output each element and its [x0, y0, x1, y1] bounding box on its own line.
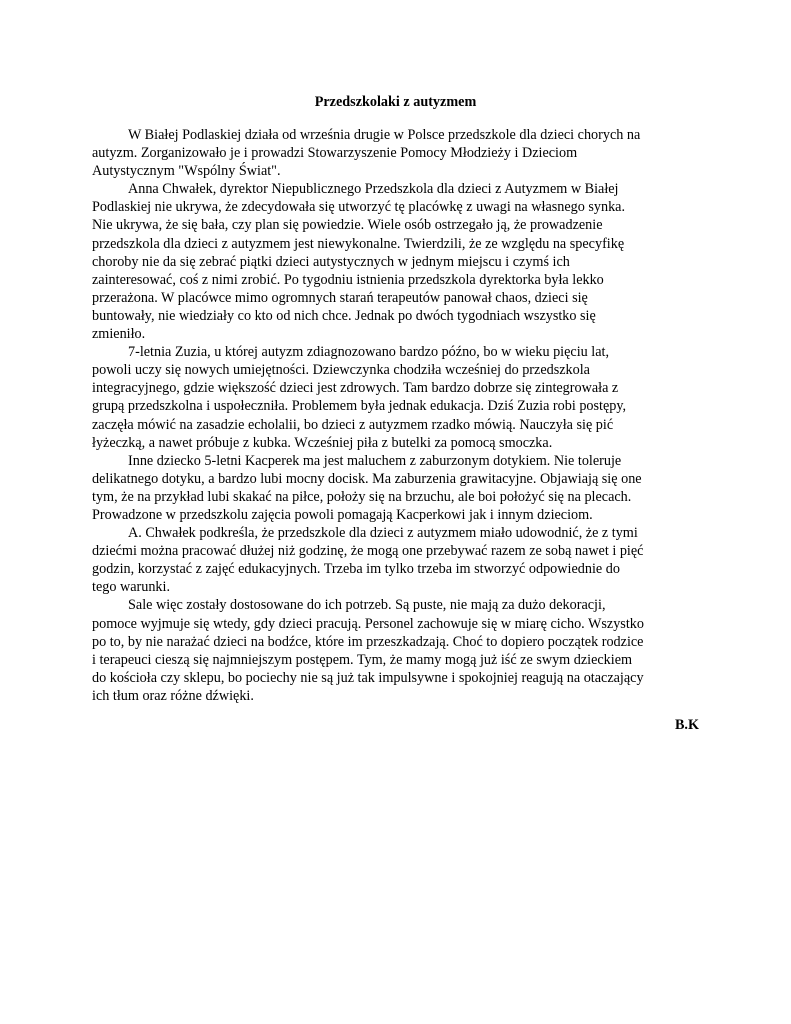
text-line: W Białej Podlaskiej działa od września drugie w Polsce przedszkole dla dzieci chorych na: [128, 127, 641, 143]
text-line: Podlaskiej nie ukrywa, że zdecydowała się utworzyć tę placówkę z uwagi na własnego synka.: [92, 199, 626, 216]
text-line: przerażona. W placówce mimo ogromnych starań terapeutów panował chaos, dzieci się: [92, 289, 588, 306]
text-line: pomoce wyjmuje się wtedy, gdy dzieci pracują. Personel zachowuje się w miarę cicho. Wszystko: [92, 615, 644, 632]
text-line: A. Chwałek podkreśla, że przedszkole dla dzieci z autyzmem miało udowodnić, że z tymi: [128, 525, 638, 542]
text-line: 7-letnia Zuzia, u której autyzm zdiagnozowano bardzo późno, bo w wieku pięciu lat,: [128, 344, 610, 361]
text-line: choroby nie da się zebrać piątki dzieci autystycznych w jednym miejscu i czymś ich: [92, 253, 570, 270]
text-line: powoli uczy się nowych umiejętności. Dziewczynka chodziła wcześniej do przedszkola: [92, 362, 590, 379]
author-signature: B.K: [674, 717, 699, 733]
document-title: Przedszkolaki z autyzmem: [314, 94, 477, 110]
text-line: delikatnego dotyku, a bardzo lubi mocny docisk. Ma zaburzenia grawitacyjne. Objawiają się one: [92, 470, 642, 487]
text-line: Nie ukrywa, że się bała, czy plan się powiedzie. Wiele osób ostrzegało ją, że prowadzenie: [92, 217, 603, 234]
article-body: [92, 126, 712, 705]
text-line: zaczęła mówić na zasadzie echolalii, bo dzieci z autyzmem rzadko mówią. Nauczyła się pić: [92, 416, 614, 433]
text-line: godzin, korzystać z zajęć edukacyjnych. Trzeba im tylko trzeba im stworzyć odpowiednie do: [92, 561, 620, 578]
text-line: łyżeczką, a nawet próbuje z kubka. Wcześniej piła z butelki za pomocą smoczka.: [92, 434, 553, 451]
text-line: autyzm. Zorganizowało je i prowadzi Stowarzyszenie Pomocy Młodzieży i Dzieciom: [92, 145, 578, 162]
text-line: grupą przedszkolna i uspołeczniła. Problemem była jednak edukacja. Dziś Zuzia robi postępy,: [92, 398, 627, 415]
text-line: tym, że na przykład lubi skakać na piłce, położy się na brzuchu, ale boi położyć się na plecach.: [92, 488, 632, 505]
text-line: ich tłum oraz różne dźwięki.: [92, 687, 254, 704]
text-line: tego warunki.: [92, 579, 171, 596]
text-line: zainteresować, coś z nimi zrobić. Po tygodniu istnienia przedszkola dyrektorka była lekko: [92, 271, 604, 288]
text-line: Sale więc zostały dostosowane do ich potrzeb. Są puste, nie mają za dużo dekoracji,: [128, 597, 606, 614]
text-line: dziećmi można pracować dłużej niż godzinę, że mogą one przebywać razem ze sobą nawet i pięć: [92, 543, 644, 560]
text-line: buntowały, nie wiedziały co kto od nich chce. Jednak po dwóch tygodniach wszystko się: [92, 307, 596, 324]
text-line: zmieniło.: [92, 326, 146, 343]
text-line: po to, by nie narażać dzieci na bodźce, które im przeszkadzają. Choć to dopiero początek rodzice: [92, 633, 644, 650]
text-line: integracyjnego, gdzie większość dzieci jest zdrowych. Tam bardzo dobrze się zintegrowała z: [92, 380, 619, 397]
text-line: Prowadzone w przedszkolu zajęcia powoli pomagają Kacperkowi jak i innym dzieciom.: [92, 506, 593, 523]
text-line: do kościoła czy sklepu, bo pociechy nie są już tak impulsywne i spokojniej reagują na otaczający: [92, 669, 644, 686]
text-line: i terapeuci cieszą się najmniejszym postępem. Tym, że mamy mogą już iść ze swym dzieckiem: [92, 651, 633, 668]
text-line: Anna Chwałek, dyrektor Niepublicznego Przedszkola dla dzieci z Autyzmem w Białej: [128, 181, 619, 198]
text-line: Inne dziecko 5-letni Kacperek ma jest maluchem z zaburzonym dotykiem. Nie toleruje: [128, 452, 622, 469]
text-line: Autystycznym "Wspólny Świat".: [92, 163, 281, 180]
text-line: przedszkola dla dzieci z autyzmem jest niewykonalne. Twierdzili, że ze względu na specyfikę: [92, 235, 625, 252]
